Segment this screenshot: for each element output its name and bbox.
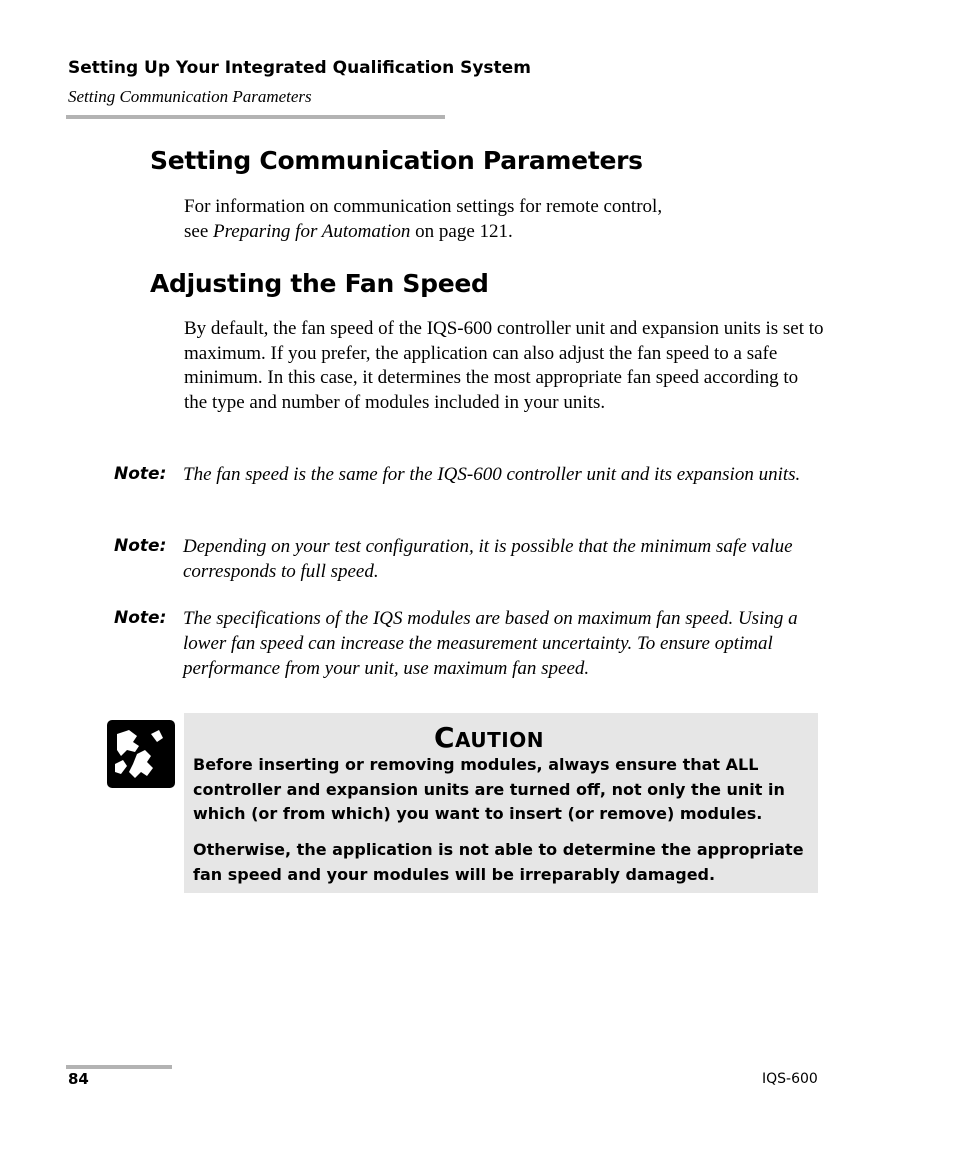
page-number: 84 [68,1070,89,1088]
comm-text-line1: For information on communication settings for remote control, [184,196,663,217]
header-rule [66,115,445,119]
paragraph-communication [184,195,824,244]
caution-paragraph: Otherwise, the application is not able to determine the appropriate fan speed and your modules will be irreparably damaged. [193,840,804,884]
note-label: Note: [114,536,167,556]
note-label: Note: [114,608,167,628]
note-label: Note: [114,464,167,484]
caution-box [184,713,818,893]
heading-fan-speed: Adjusting the Fan Speed [150,269,489,298]
caution-hand-icon [107,720,175,788]
caution-title: Caution [434,721,544,754]
note-text: The specifications of the IQS modules are based on maximum fan speed. Using a lower fan speed can increase the measurement uncertainty. To ensure optimal performance from your unit, use maximum fan speed. [183,608,798,679]
product-name: IQS-600 [762,1071,818,1087]
cross-reference-link[interactable]: Preparing for Automation [213,220,411,242]
comm-text-after: on page 121. [410,220,513,242]
running-header-title: Setting Up Your Integrated Qualification System [68,58,531,78]
caution-paragraph: Before inserting or removing modules, always ensure that ALL controller and expansion units are turned off, not only the unit in which (or from which) you want to insert (or remove) modules. [193,755,785,823]
running-header-subtitle: Setting Communication Parameters [68,87,312,106]
footer-rule [66,1065,172,1069]
comm-text-see: see [184,220,214,242]
paragraph-fan-speed: By default, the fan speed of the IQS-600 controller unit and expansion units is set to maximum. If you prefer, the application can also adjust the fan speed to a safe minimum. In this case, it determines the most appropriate fan speed according to the type and number of modules included in your units. [184,318,824,413]
note-text: The fan speed is the same for the IQS-600 controller unit and its expansion units. [183,464,801,485]
note-text: Depending on your test configuration, it is possible that the minimum safe value corresponds to full speed. [183,536,793,582]
heading-communication-parameters: Setting Communication Parameters [150,146,643,175]
